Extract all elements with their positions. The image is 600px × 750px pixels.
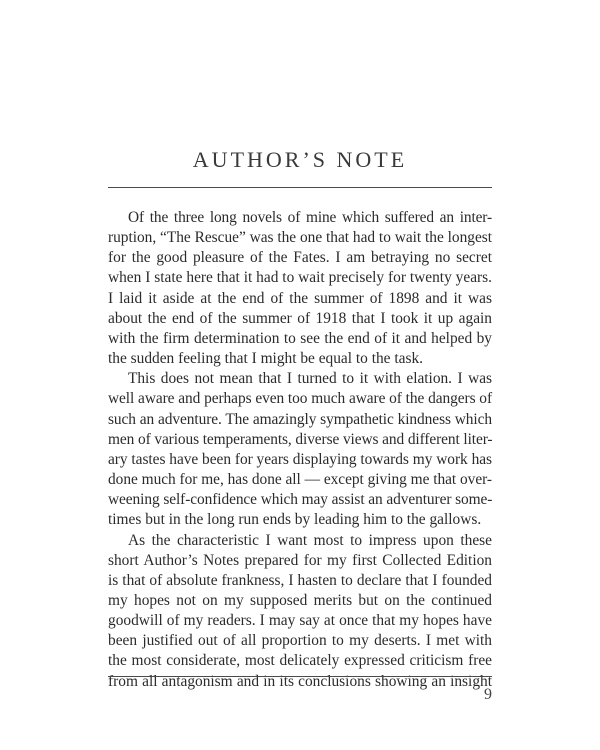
text-line: ruption, “The Rescue” was the one that had to wait the longest (108, 229, 492, 247)
text-line: the sudden feeling that I might be equal to the task. (108, 350, 423, 368)
text-line: I laid it aside at the end of the summer of 1898 and it was (108, 289, 492, 307)
text-line: such an adventure. The amazingly sympathetic kindness which (108, 410, 492, 428)
text-line: with the firm determination to see the end of it and helped by (108, 329, 492, 347)
text-line: when I state here that it had to wait precisely for twenty years. (108, 269, 492, 287)
paragraph (108, 369, 492, 530)
page-number: 9 (484, 686, 492, 703)
text-line: the most considerate, most delicately expressed criticism free (108, 652, 492, 670)
text-line: for the good pleasure of the Fates. I am betraying no secret (108, 249, 492, 267)
paragraph (108, 531, 492, 692)
text-line: As the characteristic I want most to impress upon these (128, 531, 492, 549)
text-line: about the end of the summer of 1918 that I took it up again (108, 309, 492, 327)
text-line: goodwill of my readers. I may say at once that my hopes have (108, 612, 492, 630)
text-line: times but in the long run ends by leading him to the gallows. (108, 511, 482, 529)
text-line: weening self-confidence which may assist an adventurer some- (108, 491, 493, 509)
text-line: This does not mean that I turned to it with elation. I was (128, 370, 492, 388)
chapter-title: AUTHOR’S NOTE (192, 147, 408, 172)
text-line: Of the three long novels of mine which suffered an inter- (128, 209, 492, 226)
text-line: done much for me, has done all — except giving me that over- (108, 471, 492, 489)
text-line: been justified out of all proportion to my deserts. I met with (108, 632, 492, 650)
text-line: from all antagonism and in its conclusions showing an insight (108, 672, 492, 690)
title-rule (108, 187, 492, 188)
body-text (108, 208, 492, 692)
text-line: short Author’s Notes prepared for my first Collected Edition (108, 551, 492, 569)
text-line: my hopes not on my supposed merits but on the continued (108, 591, 492, 609)
text-line: well aware and perhaps even too much aware of the dangers of (108, 390, 492, 408)
text-line: ary tastes have been for years displaying towards my work has (108, 450, 492, 468)
text-line: is that of absolute frankness, I hasten to declare that I founded (108, 571, 492, 589)
paragraph (108, 208, 492, 369)
text-line: men of various temperaments, diverse views and different liter- (108, 430, 493, 448)
footer-rule (108, 676, 492, 677)
